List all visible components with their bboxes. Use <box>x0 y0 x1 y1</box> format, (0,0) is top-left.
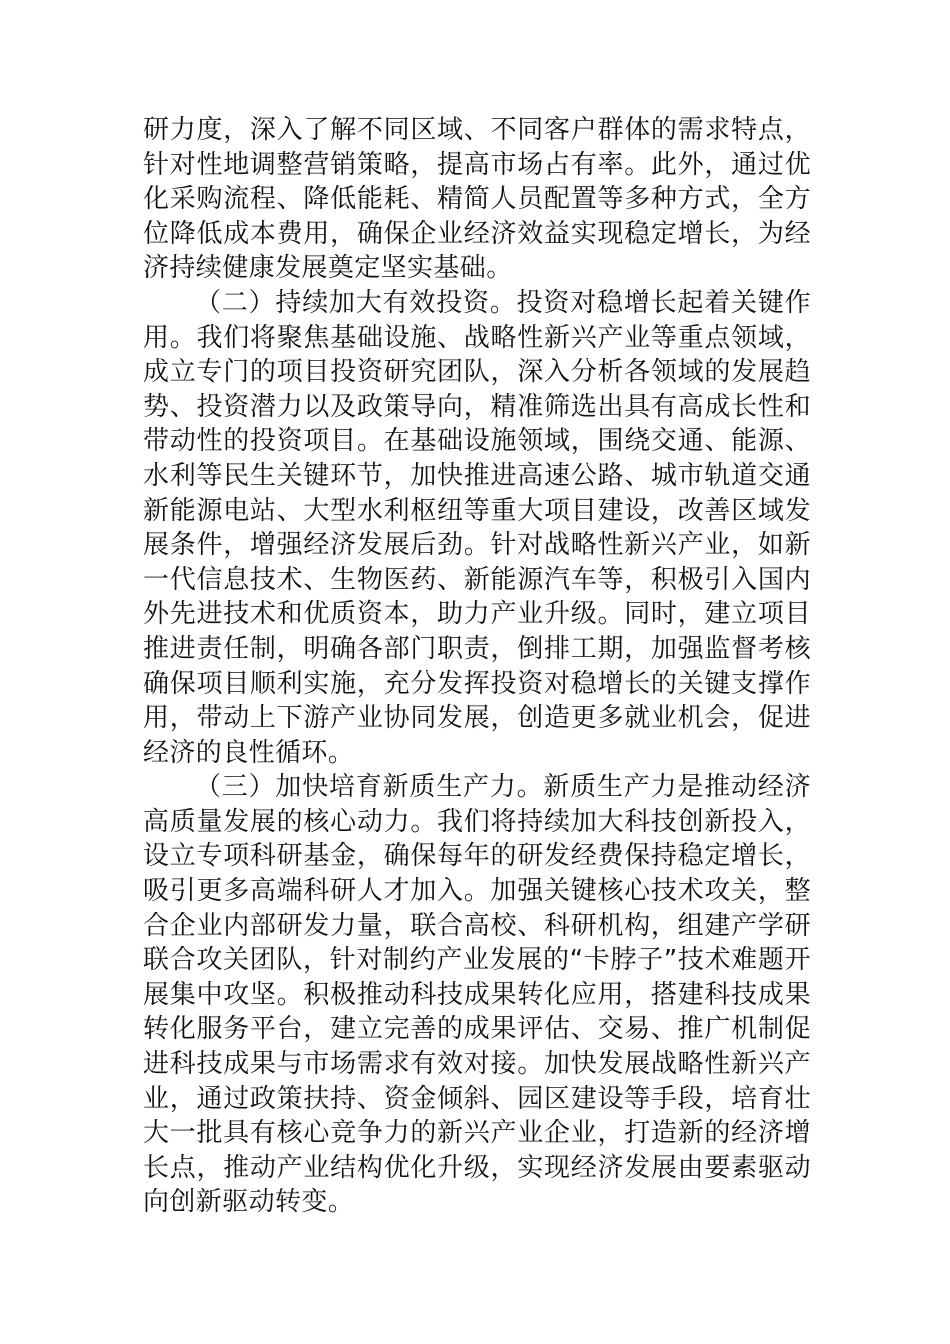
paragraph-new-productivity: （三）加快培育新质生产力。新质生产力是推动经济高质量发展的核心动力。我们将持续加大科技创新投入，设立专项科研基金，确保每年的研发经费保持稳定增长，吸引更多高端科研人才加入。加强关键核心技术攻关，整合企业内部研发力量，联合高校、科研机构，组建产学研联合攻关团队，针对制约产业发展的“卡脖子”技术难题开展集中攻坚。积极推动科技成果转化应用，搭建科技成果转化服务平台，建立完善的成果评估、交易、推广机制促进科技成果与市场需求有效对接。加快发展战略性新兴产业，通过政策扶持、资金倾斜、园区建设等手段，培育壮大一批具有核心竞争力的新兴产业企业，打造新的经济增长点，推动产业结构优化升级，实现经济发展由要素驱动向创新驱动转变。 <box>143 772 811 1218</box>
paragraph-effective-investment: （二）持续加大有效投资。投资对稳增长起着关键作用。我们将聚焦基础设施、战略性新兴产业等重点领域，成立专门的项目投资研究团队，深入分析各领域的发展趋势、投资潜力以及政策导向，精准筛选出具有高成长性和带动性的投资项目。在基础设施领域，围绕交通、能源、水利等民生关键环节，加快推进高速公路、城市轨道交通新能源电站、大型水利枢纽等重大项目建设，改善区域发展条件，增强经济发展后劲。针对战略性新兴产业，如新一代信息技术、生物医药、新能源汽车等，积极引入国内外先进技术和优质资本，助力产业升级。同时，建立项目推进责任制，明确各部门职责，倒排工期，加强监督考核确保项目顺利实施，充分发挥投资对稳增长的关键支撑作用，带动上下游产业协同发展，创造更多就业机会，促进经济的良性循环。 <box>143 287 811 768</box>
paragraph-continuation: 研力度，深入了解不同区域、不同客户群体的需求特点，针对性地调整营销策略，提高市场占有率。此外，通过优化采购流程、降低能耗、精简人员配置等多种方式，全方位降低成本费用，确保企业经济效益实现稳定增长，为经济持续健康发展奠定坚实基础。 <box>143 115 811 284</box>
document-body <box>143 113 811 1220</box>
